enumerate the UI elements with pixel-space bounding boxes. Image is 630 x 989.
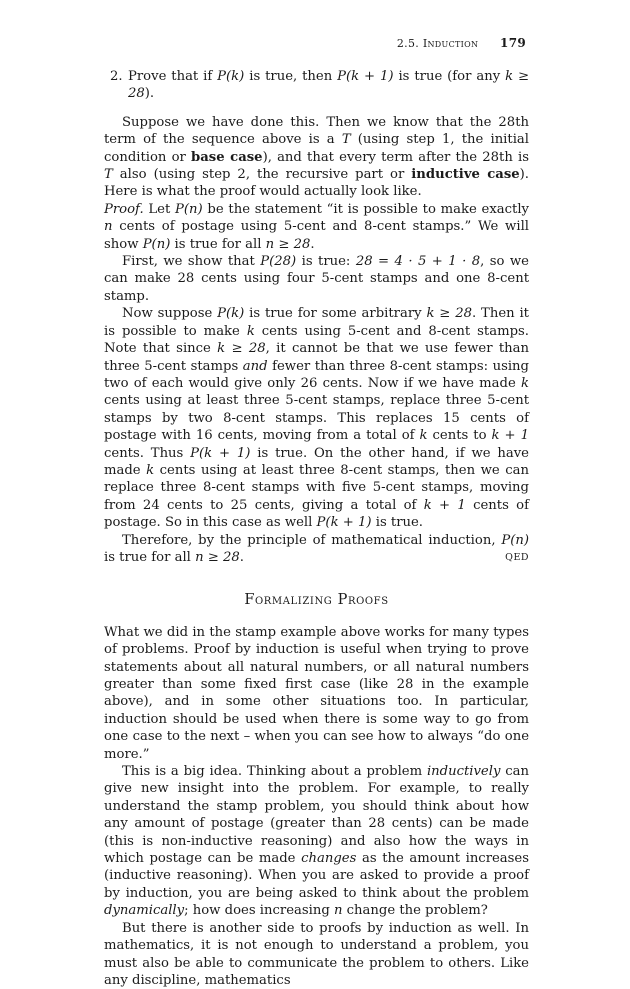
paragraph: What we did in the stamp example above works for many types of problems. Proof by induction is useful when trying to prove statements about all natural numbers, or all natural numbers greater than some fixed first case (like 28 in the example above), and in some other situations too. In particular, induction should be used when there is some way to go from one case to the next – when you can see how to always “do one more.”	[104, 624, 529, 762]
page-number: 179	[500, 36, 526, 50]
list-number: 2.	[110, 69, 123, 84]
section-heading: Formalizing Proofs	[244, 592, 389, 609]
running-header	[397, 36, 526, 50]
section-title: 2.5. Induction	[396, 37, 479, 50]
paragraph: But there is another side to proofs by induction as well. In mathematics, it is not enough to understand a problem, you must also be able to communicate the problem to others. Like any discipline, mathematics	[104, 920, 529, 988]
body-text	[104, 68, 529, 989]
paragraph: This is a big idea. Thinking about a problem inductively can give new insight into the problem. For example, to really understand the stamp problem, you should think about how any amount of postage (greater than 28 cents) can be made (this is non-inductive reasoning) and also how the ways in which postage can be made changes as the amount increases (inductive reasoning). When you are asked to provide a proof by induction, you are being asked to think about the problem dynamically; how does increasing n change the problem?	[104, 764, 530, 919]
paragraph: Suppose we have done this. Then we know that the 28th term of the sequence above is a T (using step 1, the initial condition or base case), and that every term after the 28th is T also (using step 2, the recursive part or inductive case). Here is what the proof would actually look like.	[104, 114, 530, 200]
qed-mark: QED	[505, 551, 529, 563]
list-item-text: Prove that if P(k) is true, then P(k + 1) is true (for any k ≥ 28).	[128, 69, 530, 102]
paragraph: Now suppose P(k) is true for some arbitrary k ≥ 28. Then it is possible to make k cents using 5-cent and 8-cent stamps. Note that since k ≥ 28, it cannot be that we use fewer than three 5-cent stamps and fewer than three 8-cent stamps: using two of each would give only 26 cents. Now if we have made k cents using at least three 5-cent stamps, replace three 5-cent stamps by two 8-cent stamps. This replaces 15 cents of postage with 16 cents, moving from a total of k cents to k + 1 cents. Thus P(k + 1) is true. On the other hand, if we have made k cents using at least three 8-cent stamps, then we can replace three 8-cent stamps with five 5-cent stamps, moving from 24 cents to 25 cents, giving a total of k + 1 cents of postage. So in this case as well P(k + 1) is true.	[104, 306, 529, 531]
list-item-2	[104, 68, 529, 103]
paragraph: Therefore, by the principle of mathematical induction, P(n) is true for all n ≥ 28. QED	[104, 532, 529, 565]
proof-paragraph: Proof. Let P(n) be the statement “it is possible to make exactly n cents of postage using 5-cent and 8-cent stamps.” We will show P(n) is true for all n ≥ 28.	[104, 201, 529, 252]
paragraph: First, we show that P(28) is true: 28 = 4 · 5 + 1 · 8, so we can make 28 cents using four 5-cent stamps and one 8-cent stamp.	[104, 254, 529, 304]
proof-label: Proof.	[104, 201, 144, 217]
